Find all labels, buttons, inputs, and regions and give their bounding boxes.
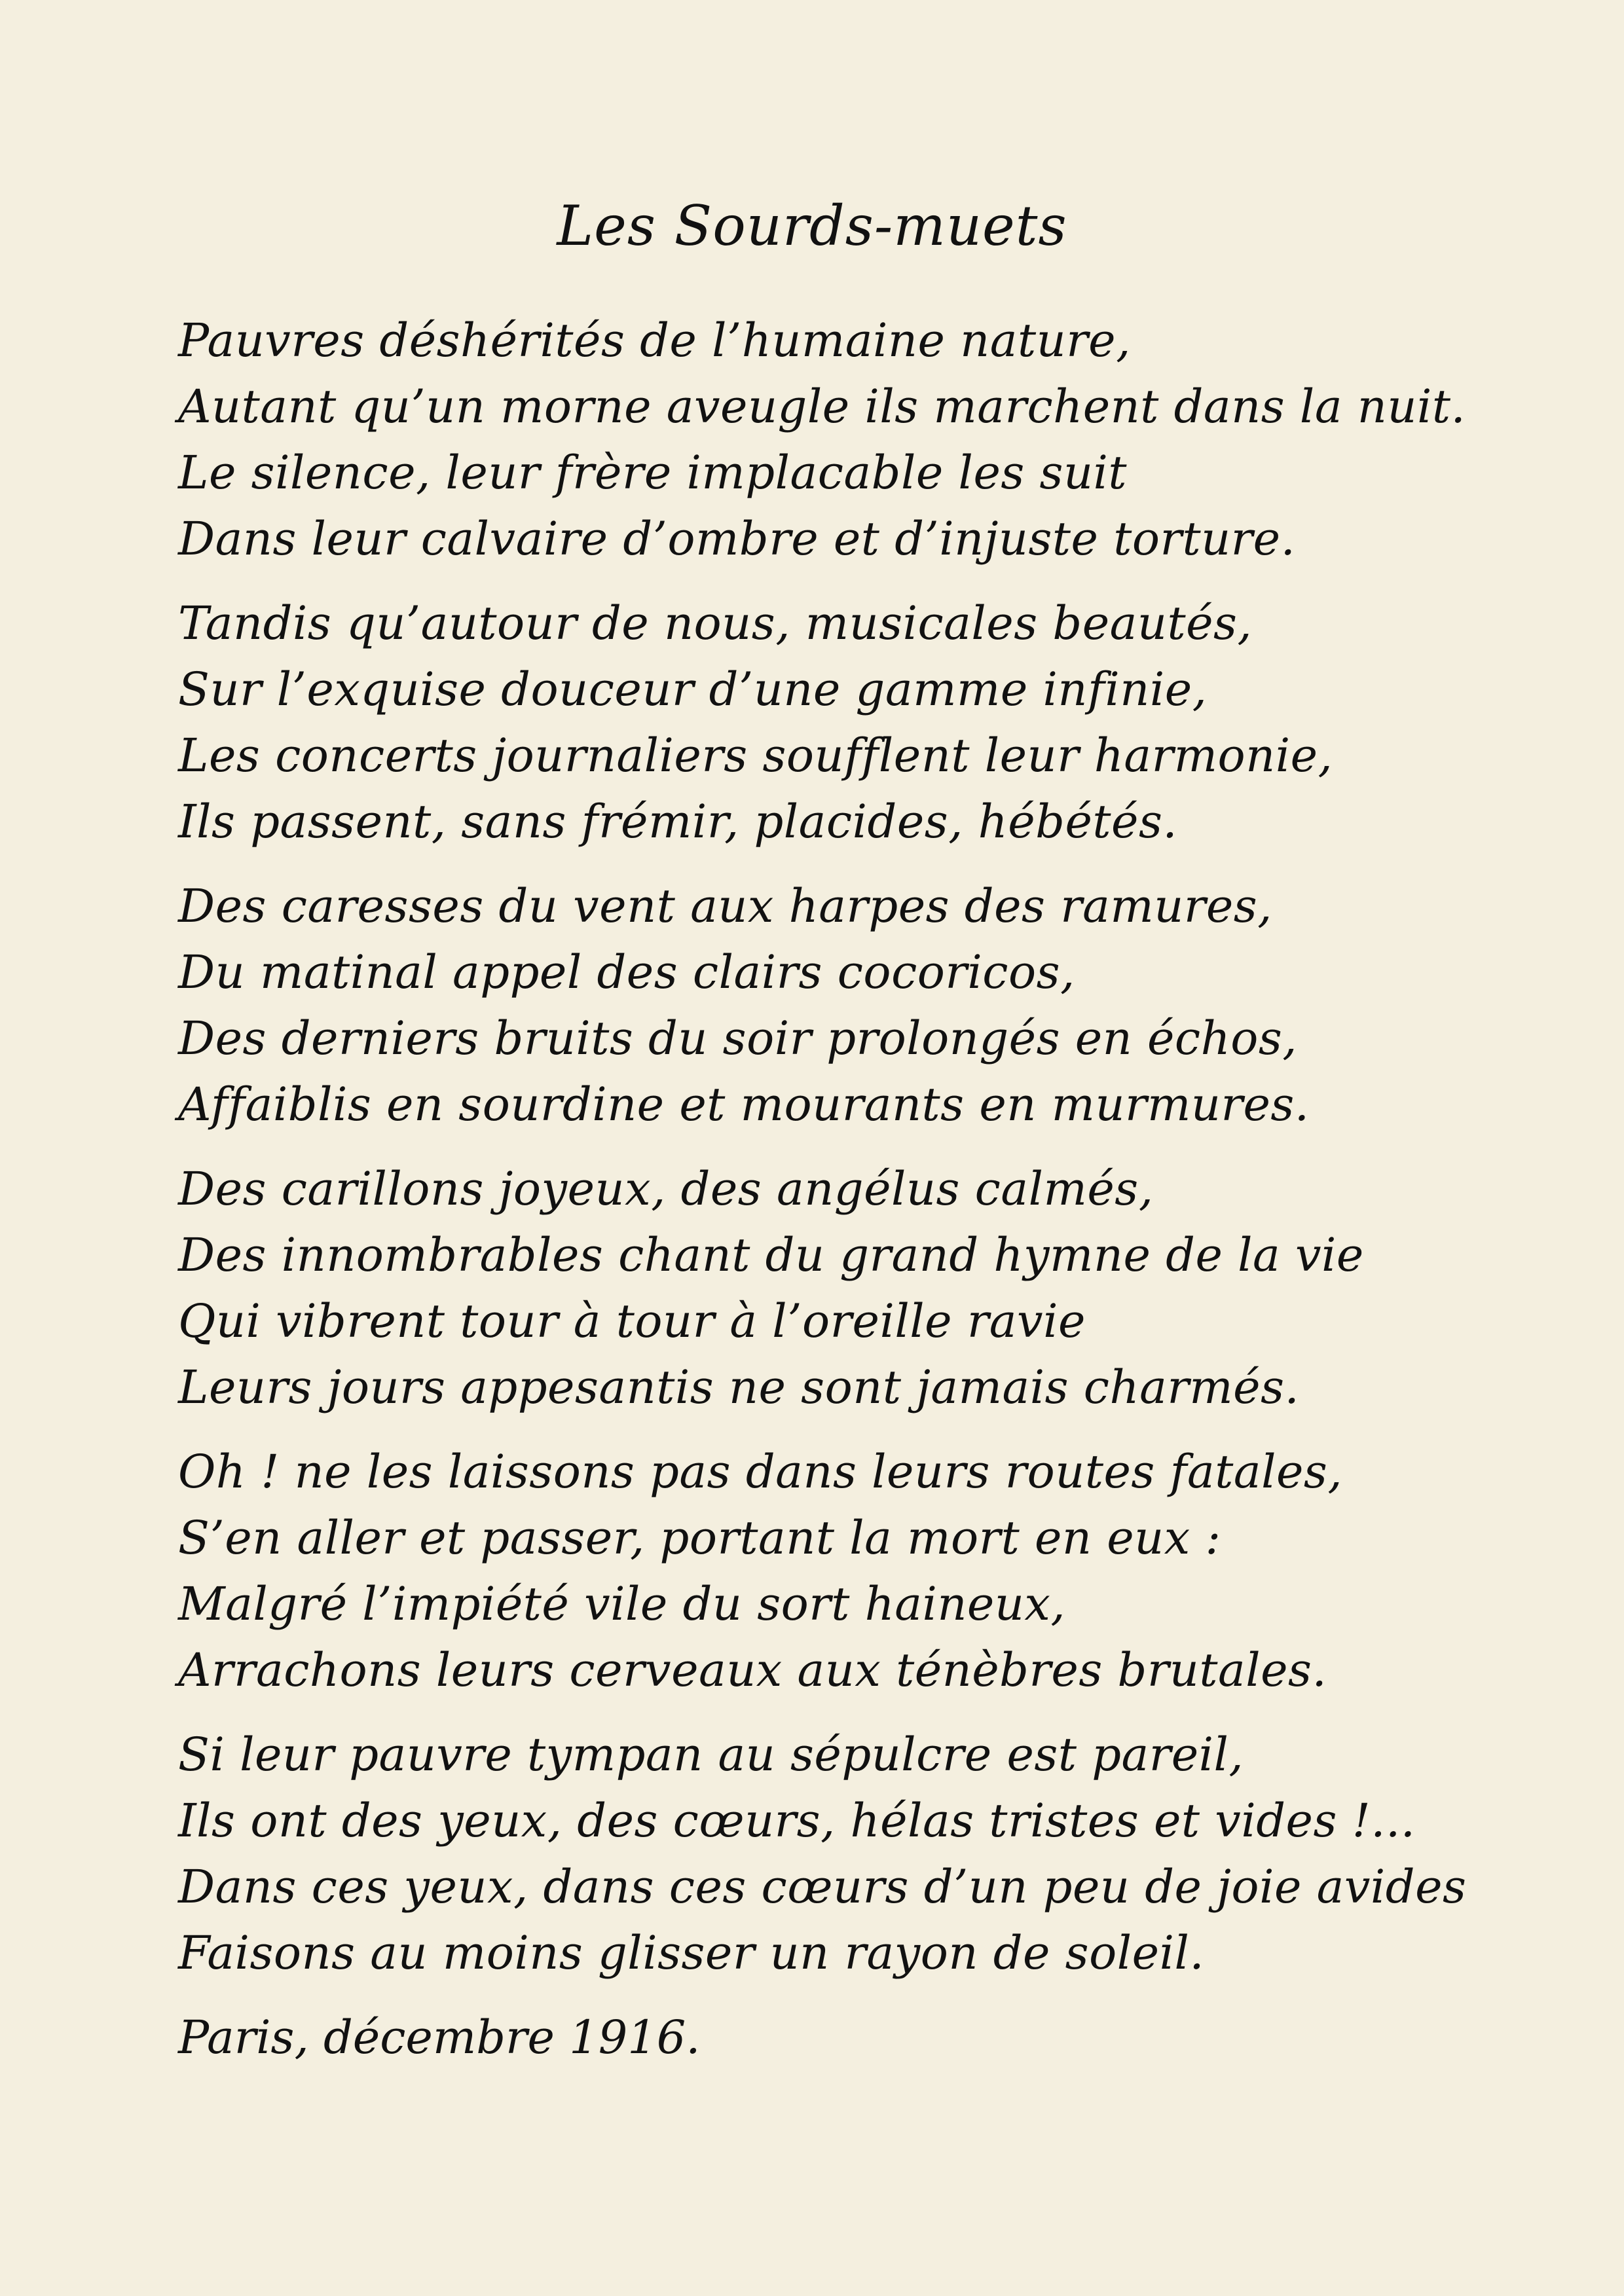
verse-line: Autant qu’un morne aveugle ils marchent dans la nuit. — [178, 380, 1466, 433]
verse-line: Tandis qu’autour de nous, musicales beautés, — [178, 596, 1253, 650]
verse-line: S’en aller et passer, portant la mort en eux : — [178, 1511, 1221, 1565]
verse-line: Des caresses du vent aux harpes des ramures, — [178, 879, 1272, 933]
verse-line: Des innombrables chant du grand hymne de la vie — [178, 1228, 1364, 1282]
verse-line: Sur l’exquise douceur d’une gamme infinie, — [178, 663, 1208, 716]
verse-line: Affaiblis en sourdine et mourants en murmures. — [178, 1078, 1310, 1131]
verse-line: Des carillons joyeux, des angélus calmés, — [178, 1162, 1154, 1216]
verse-line: Malgré l’impiété vile du sort haineux, — [178, 1577, 1066, 1631]
verse-line: Des derniers bruits du soir prolongés en échos, — [178, 1011, 1298, 1065]
date-signature: Paris, décembre 1916. — [178, 2011, 701, 2064]
verse-line: Du matinal appel des clairs cocoricos, — [178, 945, 1075, 999]
stanza-6 — [178, 1722, 1553, 1986]
verse-line: Si leur pauvre tympan au sépulcre est pareil, — [178, 1728, 1244, 1781]
verse-line: Ils passent, sans frémir, placides, hébétés. — [178, 795, 1178, 848]
stanza-1 — [178, 308, 1553, 572]
poem-body — [178, 308, 1553, 2071]
verse-line: Dans leur calvaire d’ombre et d’injuste torture. — [178, 512, 1296, 566]
stanza-2 — [178, 591, 1553, 855]
verse-line: Dans ces yeux, dans ces cœurs d’un peu de joie avides — [178, 1860, 1467, 1914]
stanza-5 — [178, 1439, 1553, 1704]
verse-line: Leurs jours appesantis ne sont jamais charmés. — [178, 1360, 1300, 1414]
verse-line: Qui vibrent tour à tour à l’oreille ravie — [178, 1294, 1086, 1348]
verse-line: Oh ! ne les laissons pas dans leurs routes fatales, — [178, 1445, 1343, 1499]
verse-line: Pauvres déshérités de l’humaine nature, — [178, 314, 1131, 367]
verse-line: Ils ont des yeux, des cœurs, hélas tristes et vides !... — [178, 1794, 1416, 1848]
poem-title: Les Sourds-muets — [557, 194, 1067, 258]
verse-line: Le silence, leur frère implacable les suit — [178, 446, 1128, 500]
verse-line: Faisons au moins glisser un rayon de soleil. — [178, 1926, 1205, 1980]
stanza-4 — [178, 1156, 1553, 1421]
verse-line: Les concerts journaliers soufflent leur harmonie, — [178, 729, 1333, 782]
verse-line: Arrachons leurs cerveaux aux ténèbres brutales. — [178, 1643, 1327, 1697]
stanza-3 — [178, 873, 1553, 1138]
